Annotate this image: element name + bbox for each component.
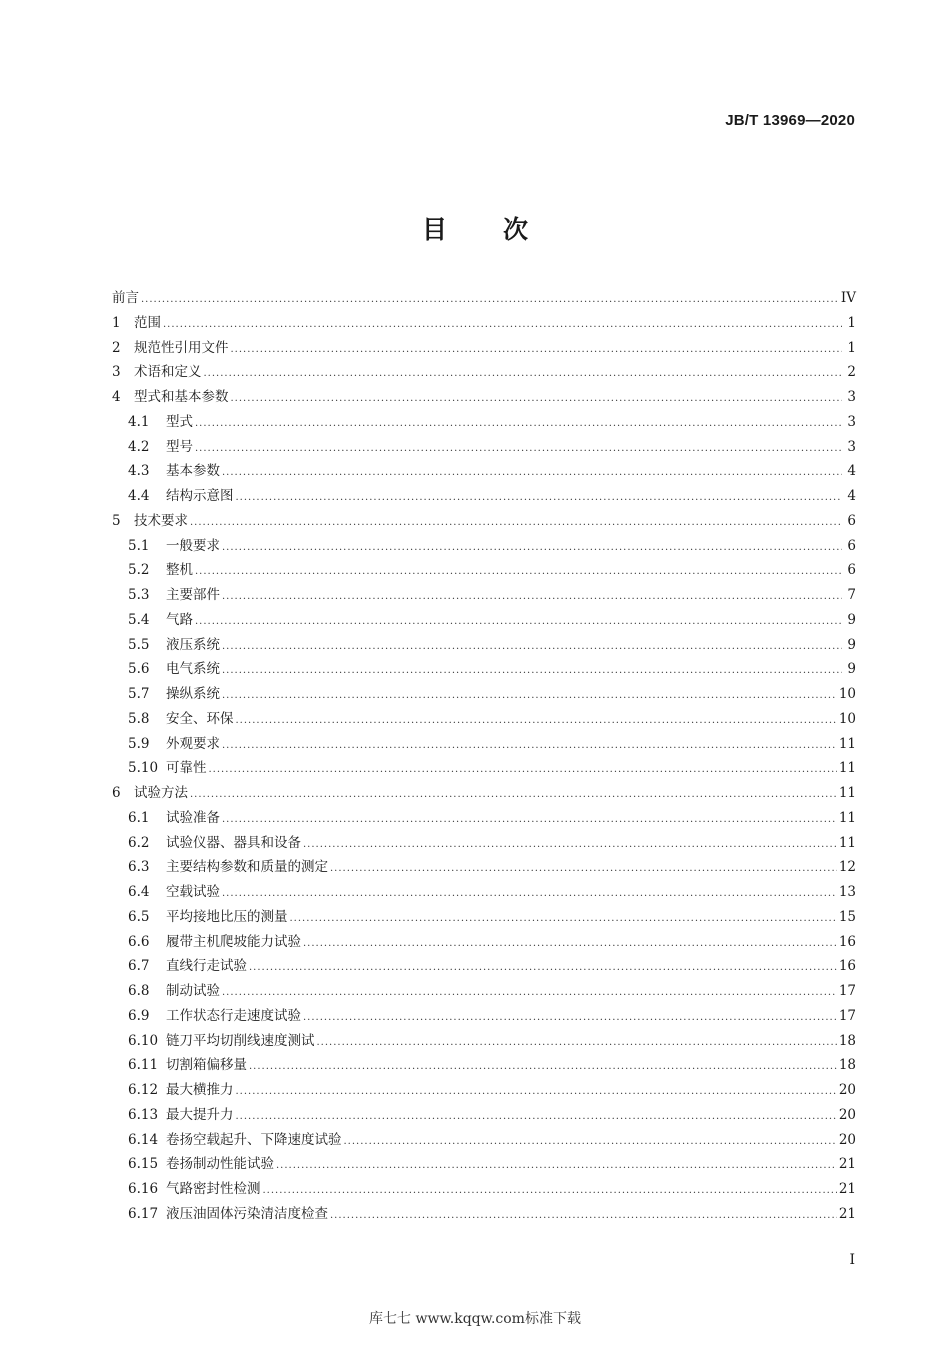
toc-entry-number: 5.3 <box>128 587 150 603</box>
toc-entry[interactable] <box>112 534 856 559</box>
toc-dot-leader <box>236 709 837 734</box>
toc-entry[interactable] <box>112 1128 856 1153</box>
toc-entry-label: 切割箱偏移量 <box>166 1057 247 1074</box>
toc-dot-leader <box>222 536 842 561</box>
toc-entry-number: 6.7 <box>128 958 150 975</box>
toc-dot-leader <box>344 1130 837 1155</box>
toc-entry-page: 20 <box>838 1106 856 1123</box>
toc-entry[interactable] <box>112 707 856 732</box>
toc-entry[interactable] <box>112 311 856 336</box>
toc-entry-label: 术语和定义 <box>134 364 202 381</box>
toc-entry-label: 主要部件 <box>166 587 220 603</box>
toc-entry-label: 液压系统 <box>166 636 220 653</box>
toc-entry-label: 操纵系统 <box>166 686 220 702</box>
toc-entry-page: 7 <box>847 587 856 603</box>
document-code: JB/T 13969—2020 <box>725 112 855 129</box>
toc-entry-label: 卷扬空载起升、下降速度试验 <box>166 1131 342 1148</box>
toc-entry-label: 气路 <box>166 611 193 628</box>
toc-dot-leader <box>236 1105 837 1130</box>
toc-entry-label: 液压油固体污染清洁度检查 <box>166 1205 328 1222</box>
toc-entry-number: 6.15 <box>128 1156 159 1173</box>
toc-entry[interactable] <box>112 954 856 979</box>
toc-entry-number: 6.16 <box>128 1181 159 1197</box>
toc-entry-label: 一般要求 <box>166 537 220 554</box>
toc-entry-number: 2 <box>112 339 121 356</box>
toc-entry-page: 18 <box>838 1057 856 1074</box>
toc-entry-label: 电气系统 <box>166 661 220 678</box>
toc-entry-page: 9 <box>847 636 856 653</box>
toc-entry[interactable] <box>112 633 856 658</box>
toc-entry-label: 试验准备 <box>166 809 220 826</box>
toc-dot-leader <box>231 387 843 412</box>
toc-entry-page: 3 <box>847 438 856 455</box>
toc-entry-number: 6 <box>112 785 121 801</box>
toc-entry-label: 技术要求 <box>134 512 188 529</box>
toc-dot-leader <box>222 981 837 1006</box>
toc-entry-label: 制动试验 <box>166 983 220 999</box>
toc-entry[interactable] <box>112 880 856 905</box>
toc-entry[interactable] <box>112 806 856 831</box>
toc-entry-number: 5.9 <box>128 735 150 752</box>
toc-entry[interactable] <box>112 979 856 1004</box>
toc-entry-number: 4.2 <box>128 438 150 455</box>
toc-entry-label: 型号 <box>166 438 193 455</box>
toc-entry[interactable] <box>112 435 856 460</box>
toc-entry[interactable] <box>112 336 856 361</box>
toc-entry-page: 10 <box>838 686 856 702</box>
toc-dot-leader <box>317 1031 837 1056</box>
toc-entry[interactable] <box>112 583 856 608</box>
footer-watermark: 库七七 www.kqqw.com标准下载 <box>369 1311 581 1327</box>
toc-entry[interactable] <box>112 558 856 583</box>
toc-entry-label: 平均接地比压的测量 <box>166 908 288 925</box>
toc-dot-leader <box>263 1179 837 1204</box>
toc-entry-number: 6.17 <box>128 1205 159 1222</box>
toc-entry-number: 6.5 <box>128 908 150 925</box>
toc-dot-leader <box>231 338 843 363</box>
toc-dot-leader <box>163 313 842 338</box>
toc-entry[interactable] <box>112 657 856 682</box>
page-number: I <box>849 1252 855 1268</box>
toc-entry-page: 12 <box>838 859 856 876</box>
toc-entry[interactable] <box>112 1152 856 1177</box>
toc-entry-number: 6.12 <box>128 1082 159 1098</box>
toc-entry-number: 5.4 <box>128 611 150 628</box>
toc-dot-leader <box>204 362 843 387</box>
table-of-contents <box>112 286 856 1227</box>
toc-entry-label: 型式 <box>166 413 193 430</box>
toc-entry[interactable] <box>112 682 856 707</box>
toc-dot-leader <box>303 932 837 957</box>
toc-entry-number: 6.6 <box>128 933 150 950</box>
toc-entry-page: 11 <box>838 735 856 752</box>
toc-entry-page: 21 <box>838 1156 856 1173</box>
toc-entry[interactable] <box>112 1103 856 1128</box>
toc-dot-leader <box>222 734 837 759</box>
toc-entry-number: 6.1 <box>128 809 150 826</box>
toc-dot-leader <box>330 1204 837 1229</box>
toc-entry-label: 主要结构参数和质量的测定 <box>166 859 328 876</box>
toc-entry-page: 1 <box>847 339 856 356</box>
toc-dot-leader <box>222 461 842 486</box>
toc-entry[interactable] <box>112 484 856 509</box>
toc-entry-label: 基本参数 <box>166 463 220 480</box>
toc-entry-label: 链刀平均切削线速度测试 <box>166 1032 315 1049</box>
toc-entry-page: 2 <box>847 364 856 381</box>
toc-entry-page: 16 <box>838 933 856 950</box>
toc-dot-leader <box>222 659 842 684</box>
toc-entry-label: 直线行走试验 <box>166 958 247 975</box>
toc-entry-label: 工作状态行走速度试验 <box>166 1007 301 1024</box>
toc-entry-number: 6.14 <box>128 1131 159 1148</box>
toc-entry-label: 试验方法 <box>134 785 188 801</box>
toc-entry[interactable] <box>112 385 856 410</box>
toc-dot-leader <box>222 882 837 907</box>
toc-entry-page: 21 <box>838 1181 856 1197</box>
toc-entry-page: 11 <box>838 809 856 826</box>
toc-dot-leader <box>222 585 842 610</box>
toc-entry-label: 可靠性 <box>166 760 207 777</box>
toc-entry-number: 5 <box>112 512 121 529</box>
toc-entry-label: 安全、环保 <box>166 710 234 727</box>
toc-title-char-2: 次 <box>503 215 529 244</box>
toc-entry-page: 3 <box>847 389 856 405</box>
toc-entry-number: 4.4 <box>128 488 150 504</box>
toc-dot-leader <box>249 1055 837 1080</box>
toc-entry[interactable] <box>112 756 856 781</box>
toc-entry-label: 卷扬制动性能试验 <box>166 1156 274 1173</box>
toc-entry-number: 6.13 <box>128 1106 159 1123</box>
toc-entry-number: 6.11 <box>128 1057 159 1074</box>
toc-entry[interactable] <box>112 410 856 435</box>
toc-entry-label: 外观要求 <box>166 735 220 752</box>
toc-entry-page: IV <box>840 290 856 306</box>
toc-entry-number: 4.3 <box>128 463 150 480</box>
toc-dot-leader <box>195 610 842 635</box>
toc-entry-number: 5.5 <box>128 636 150 653</box>
toc-dot-leader <box>249 956 837 981</box>
toc-entry-number: 5.1 <box>128 537 150 554</box>
toc-entry-page: 4 <box>847 463 856 480</box>
toc-entry-label: 整机 <box>166 562 193 579</box>
toc-entry-number: 5.7 <box>128 686 150 702</box>
toc-entry-page: 6 <box>847 537 856 554</box>
toc-entry-page: 10 <box>838 710 856 727</box>
toc-dot-leader <box>303 1006 837 1031</box>
toc-entry-page: 21 <box>838 1205 856 1222</box>
toc-entry-number: 6.9 <box>128 1007 150 1024</box>
toc-entry[interactable] <box>112 1202 856 1227</box>
toc-entry-page: 15 <box>838 908 856 925</box>
toc-entry-label: 气路密封性检测 <box>166 1181 261 1197</box>
toc-entry-number: 6.3 <box>128 859 150 876</box>
toc-entry-page: 4 <box>847 488 856 504</box>
toc-entry-label: 型式和基本参数 <box>134 389 229 405</box>
toc-entry-number: 6.4 <box>128 884 150 900</box>
toc-dot-leader <box>195 437 842 462</box>
toc-entry-page: 3 <box>847 413 856 430</box>
toc-entry-page: 11 <box>838 834 856 851</box>
toc-entry-label: 试验仪器、器具和设备 <box>166 834 301 851</box>
toc-entry-label: 结构示意图 <box>166 488 234 504</box>
toc-entry-number: 1 <box>112 314 121 331</box>
toc-entry-page: 17 <box>838 1007 856 1024</box>
toc-dot-leader <box>236 486 843 511</box>
toc-entry-page: 13 <box>838 884 856 900</box>
toc-dot-leader <box>222 684 837 709</box>
toc-dot-leader <box>190 783 837 808</box>
toc-entry[interactable] <box>112 831 856 856</box>
toc-entry-label: 最大提升力 <box>166 1106 234 1123</box>
toc-entry-page: 9 <box>847 611 856 628</box>
toc-entry-page: 9 <box>847 661 856 678</box>
toc-entry-page: 20 <box>838 1131 856 1148</box>
toc-entry[interactable] <box>112 286 856 311</box>
toc-dot-leader <box>222 808 837 833</box>
toc-entry[interactable] <box>112 732 856 757</box>
toc-entry-number: 4.1 <box>128 413 150 430</box>
toc-entry[interactable] <box>112 1004 856 1029</box>
toc-entry-number: 5.10 <box>128 760 159 777</box>
toc-entry-number: 5.2 <box>128 562 150 579</box>
toc-dot-leader <box>303 833 837 858</box>
toc-entry-number: 6.2 <box>128 834 150 851</box>
toc-dot-leader <box>195 560 842 585</box>
toc-entry[interactable] <box>112 1078 856 1103</box>
toc-entry-number: 6.8 <box>128 983 150 999</box>
toc-entry-label: 规范性引用文件 <box>134 339 229 356</box>
toc-entry[interactable] <box>112 1177 856 1202</box>
toc-entry-number: 3 <box>112 364 121 381</box>
toc-entry-number: 5.8 <box>128 710 150 727</box>
toc-dot-leader <box>190 511 842 536</box>
toc-entry-page: 20 <box>838 1082 856 1098</box>
toc-entry[interactable] <box>112 855 856 880</box>
toc-entry[interactable] <box>112 930 856 955</box>
toc-entry-page: 11 <box>838 760 856 777</box>
toc-entry[interactable] <box>112 905 856 930</box>
toc-entry-page: 6 <box>847 562 856 579</box>
toc-entry[interactable] <box>112 1053 856 1078</box>
toc-dot-leader <box>209 758 837 783</box>
toc-entry[interactable] <box>112 459 856 484</box>
toc-entry-label: 范围 <box>134 314 161 331</box>
toc-entry-label: 履带主机爬坡能力试验 <box>166 933 301 950</box>
toc-entry-label: 前言 <box>112 290 139 306</box>
toc-dot-leader <box>236 1080 837 1105</box>
toc-entry[interactable] <box>112 360 856 385</box>
toc-title-char-1: 目 <box>421 215 447 244</box>
toc-dot-leader <box>141 288 839 313</box>
toc-entry-page: 1 <box>847 314 856 331</box>
toc-entry[interactable] <box>112 781 856 806</box>
toc-entry-number: 6.10 <box>128 1032 159 1049</box>
toc-entry-label: 最大横推力 <box>166 1082 234 1098</box>
toc-dot-leader <box>290 907 837 932</box>
toc-entry-label: 空载试验 <box>166 884 220 900</box>
toc-entry-number: 4 <box>112 389 121 405</box>
toc-title <box>0 210 950 246</box>
toc-dot-leader <box>276 1154 837 1179</box>
toc-dot-leader <box>195 412 842 437</box>
toc-entry-number: 5.6 <box>128 661 150 678</box>
toc-entry-page: 11 <box>838 785 856 801</box>
toc-entry[interactable] <box>112 608 856 633</box>
toc-entry-page: 18 <box>838 1032 856 1049</box>
toc-entry[interactable] <box>112 1029 856 1054</box>
toc-entry[interactable] <box>112 509 856 534</box>
toc-entry-page: 17 <box>838 983 856 999</box>
toc-dot-leader <box>222 635 842 660</box>
toc-dot-leader <box>330 857 837 882</box>
toc-entry-page: 6 <box>847 512 856 529</box>
toc-entry-page: 16 <box>838 958 856 975</box>
